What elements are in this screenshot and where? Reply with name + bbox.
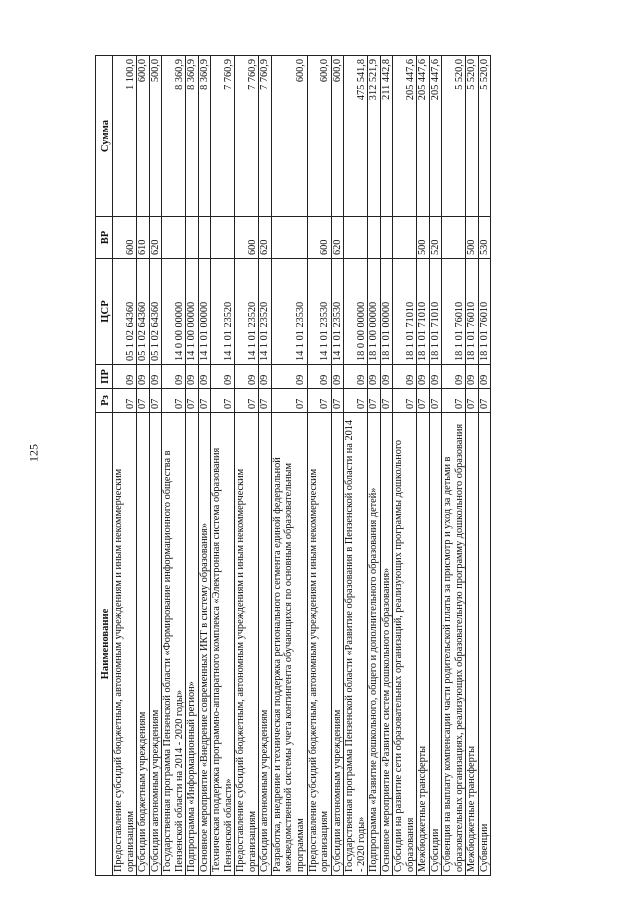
cell-rz: 07 — [271, 389, 307, 413]
cell-vr: 610 — [137, 217, 150, 259]
cell-rz: 07 — [368, 389, 381, 413]
cell-rz: 07 — [307, 389, 331, 413]
cell-vr: 530 — [478, 217, 491, 259]
table-row — [429, 56, 442, 876]
cell-sum: 8 360,9 — [186, 56, 199, 217]
cell-name: Субвенция на выплату компенсации части родительской платы за присмотр и уход за детьми в образовательных организациях, реализующих образовательную программу дошкольного образования — [442, 413, 466, 876]
table-row — [235, 56, 259, 876]
cell-csr: 18 1 01 00000 — [380, 259, 393, 365]
cell-pr: 09 — [331, 365, 344, 389]
table-row — [380, 56, 393, 876]
cell-pr: 09 — [442, 365, 466, 389]
cell-csr: 14 1 01 23530 — [307, 259, 331, 365]
cell-pr: 09 — [307, 365, 331, 389]
table-row — [478, 56, 491, 876]
table-row — [466, 56, 479, 876]
cell-csr: 05 1 02 64360 — [137, 259, 150, 365]
cell-pr: 09 — [271, 365, 307, 389]
cell-name: Разработка, внедрение и техническая поддержка регионального сегмента единой федеральной межведомственной системы учета контингента обучающихся по основным образовательным программам — [271, 413, 307, 876]
cell-rz: 07 — [162, 389, 186, 413]
cell-csr: 18 1 01 71010 — [429, 259, 442, 365]
cell-rz: 07 — [442, 389, 466, 413]
cell-rz: 07 — [466, 389, 479, 413]
cell-pr: 09 — [186, 365, 199, 389]
cell-csr: 18 1 01 76010 — [478, 259, 491, 365]
cell-vr — [380, 217, 393, 259]
cell-vr: 500 — [466, 217, 479, 259]
cell-name: Техническая поддержка программно-аппаратного комплекса «Электронная система образования Пензенской области» — [211, 413, 235, 876]
table-row — [113, 56, 137, 876]
cell-sum: 205 447,6 — [429, 56, 442, 217]
cell-rz: 07 — [429, 389, 442, 413]
cell-rz: 07 — [186, 389, 199, 413]
cell-name: Субсидии бюджетным учреждениям — [137, 413, 150, 876]
cell-name: Государственная программа Пензенской области «Формирование информационного общества в Пензенской области на 2014 - 2020 годы» — [162, 413, 186, 876]
cell-name: Субвенции — [478, 413, 491, 876]
cell-pr: 09 — [417, 365, 430, 389]
cell-vr: 600 — [235, 217, 259, 259]
cell-vr: 500 — [417, 217, 430, 259]
cell-csr: 18 0 00 00000 — [344, 259, 368, 365]
cell-sum: 600,0 — [331, 56, 344, 217]
cell-rz: 07 — [393, 389, 417, 413]
cell-name: Подпрограмма «Информационный регион» — [186, 413, 199, 876]
table-row — [417, 56, 430, 876]
cell-pr: 09 — [368, 365, 381, 389]
cell-csr: 14 1 01 23520 — [259, 259, 272, 365]
cell-name: Субсидии автономным учреждениям — [149, 413, 162, 876]
cell-sum: 500,0 — [149, 56, 162, 217]
cell-pr: 09 — [344, 365, 368, 389]
cell-sum: 8 360,9 — [162, 56, 186, 217]
header-vr: ВР — [96, 217, 113, 259]
cell-name: Субсидии автономным учреждениям — [259, 413, 272, 876]
cell-vr — [198, 217, 211, 259]
cell-pr: 09 — [137, 365, 150, 389]
cell-sum: 312 521,9 — [368, 56, 381, 217]
header-name: Наименование — [96, 413, 113, 876]
cell-sum: 1 100,0 — [113, 56, 137, 217]
cell-name: Межбюджетные трансферты — [417, 413, 430, 876]
cell-rz: 07 — [331, 389, 344, 413]
cell-csr: 18 1 01 71010 — [393, 259, 417, 365]
cell-sum: 7 760,9 — [211, 56, 235, 217]
cell-vr: 520 — [429, 217, 442, 259]
table-row — [331, 56, 344, 876]
cell-name: Основное мероприятие «Развитие систем дошкольного образования» — [380, 413, 393, 876]
cell-csr: 18 1 01 76010 — [442, 259, 466, 365]
cell-vr: 620 — [149, 217, 162, 259]
cell-csr: 14 1 01 23530 — [331, 259, 344, 365]
cell-pr: 09 — [149, 365, 162, 389]
cell-name: Субсидии автономным учреждениям — [331, 413, 344, 876]
cell-name: Предоставление субсидий бюджетным, автономным учреждениям и иным некоммерческим организациям — [113, 413, 137, 876]
cell-csr: 14 1 01 23520 — [235, 259, 259, 365]
cell-csr: 18 1 01 71010 — [417, 259, 430, 365]
cell-pr: 09 — [393, 365, 417, 389]
cell-csr: 18 1 00 00000 — [368, 259, 381, 365]
cell-pr: 09 — [162, 365, 186, 389]
cell-sum: 600,0 — [271, 56, 307, 217]
cell-pr: 09 — [211, 365, 235, 389]
table-row — [137, 56, 150, 876]
cell-name: Подпрограмма «Развитие дошкольного, общего и дополнительного образования детей» — [368, 413, 381, 876]
rotated-table-wrapper — [95, 56, 619, 876]
header-rz: Рз — [96, 389, 113, 413]
cell-name: Предоставление субсидий бюджетным, автономным учреждениям и иным некоммерческим организациям — [307, 413, 331, 876]
table-row — [211, 56, 235, 876]
cell-vr — [162, 217, 186, 259]
budget-table — [95, 55, 491, 876]
cell-vr — [368, 217, 381, 259]
cell-name: Государственная программа Пензенской области «Развитие образования в Пензенской области на 2014 - 2020 годы» — [344, 413, 368, 876]
cell-sum: 600,0 — [137, 56, 150, 217]
header-csr: ЦСР — [96, 259, 113, 365]
cell-pr: 09 — [198, 365, 211, 389]
cell-pr: 09 — [113, 365, 137, 389]
cell-rz: 07 — [380, 389, 393, 413]
table-row — [344, 56, 368, 876]
cell-vr: 620 — [259, 217, 272, 259]
cell-vr: 600 — [307, 217, 331, 259]
cell-csr: 18 1 01 76010 — [466, 259, 479, 365]
cell-rz: 07 — [198, 389, 211, 413]
table-row — [271, 56, 307, 876]
cell-vr: 620 — [331, 217, 344, 259]
cell-csr: 14 1 01 23520 — [211, 259, 235, 365]
page-number: 125 — [26, 444, 41, 462]
cell-rz: 07 — [137, 389, 150, 413]
cell-vr — [271, 217, 307, 259]
cell-vr — [186, 217, 199, 259]
table-row — [162, 56, 186, 876]
cell-rz: 07 — [149, 389, 162, 413]
cell-sum: 5 520,0 — [478, 56, 491, 217]
cell-pr: 09 — [478, 365, 491, 389]
cell-pr: 09 — [259, 365, 272, 389]
table-row — [186, 56, 199, 876]
table-row — [259, 56, 272, 876]
cell-name: Основное мероприятие «Внедрение современных ИКТ в систему образования» — [198, 413, 211, 876]
cell-rz: 07 — [235, 389, 259, 413]
cell-pr: 09 — [466, 365, 479, 389]
cell-sum: 5 520,0 — [466, 56, 479, 217]
table-row — [442, 56, 466, 876]
cell-rz: 07 — [344, 389, 368, 413]
cell-sum: 600,0 — [307, 56, 331, 217]
cell-sum: 211 442,8 — [380, 56, 393, 217]
cell-csr: 14 1 00 00000 — [186, 259, 199, 365]
cell-vr — [442, 217, 466, 259]
header-sum: Сумма — [96, 56, 113, 217]
cell-vr — [344, 217, 368, 259]
cell-csr: 14 0 00 00000 — [162, 259, 186, 365]
cell-sum: 8 360,9 — [198, 56, 211, 217]
table-row — [393, 56, 417, 876]
cell-name: Предоставление субсидий бюджетным, автономным учреждениям и иным некоммерческим организациям — [235, 413, 259, 876]
cell-pr: 09 — [429, 365, 442, 389]
cell-pr: 09 — [380, 365, 393, 389]
cell-sum: 5 520,0 — [442, 56, 466, 217]
cell-sum: 475 541,8 — [344, 56, 368, 217]
cell-vr — [393, 217, 417, 259]
cell-vr — [211, 217, 235, 259]
table-body — [113, 56, 491, 876]
cell-sum: 7 760,9 — [235, 56, 259, 217]
cell-csr: 14 1 01 23530 — [271, 259, 307, 365]
cell-csr: 05 1 02 64360 — [149, 259, 162, 365]
cell-csr: 14 1 01 00000 — [198, 259, 211, 365]
table-row — [307, 56, 331, 876]
cell-rz: 07 — [259, 389, 272, 413]
table-row — [198, 56, 211, 876]
cell-csr: 05 1 02 64360 — [113, 259, 137, 365]
cell-name: Субсидии на развитие сети образовательных организаций, реализующих программы дошкольного образования — [393, 413, 417, 876]
header-pr: ПР — [96, 365, 113, 389]
cell-rz: 07 — [478, 389, 491, 413]
cell-sum: 205 447,6 — [417, 56, 430, 217]
cell-name: Межбюджетные трансферты — [466, 413, 479, 876]
cell-rz: 07 — [211, 389, 235, 413]
cell-sum: 7 760,9 — [259, 56, 272, 217]
table-row — [149, 56, 162, 876]
cell-pr: 09 — [235, 365, 259, 389]
cell-sum: 205 447,6 — [393, 56, 417, 217]
cell-rz: 07 — [113, 389, 137, 413]
cell-vr: 600 — [113, 217, 137, 259]
cell-name: Субсидии — [429, 413, 442, 876]
table-header-row — [96, 56, 113, 876]
table-row — [368, 56, 381, 876]
cell-rz: 07 — [417, 389, 430, 413]
